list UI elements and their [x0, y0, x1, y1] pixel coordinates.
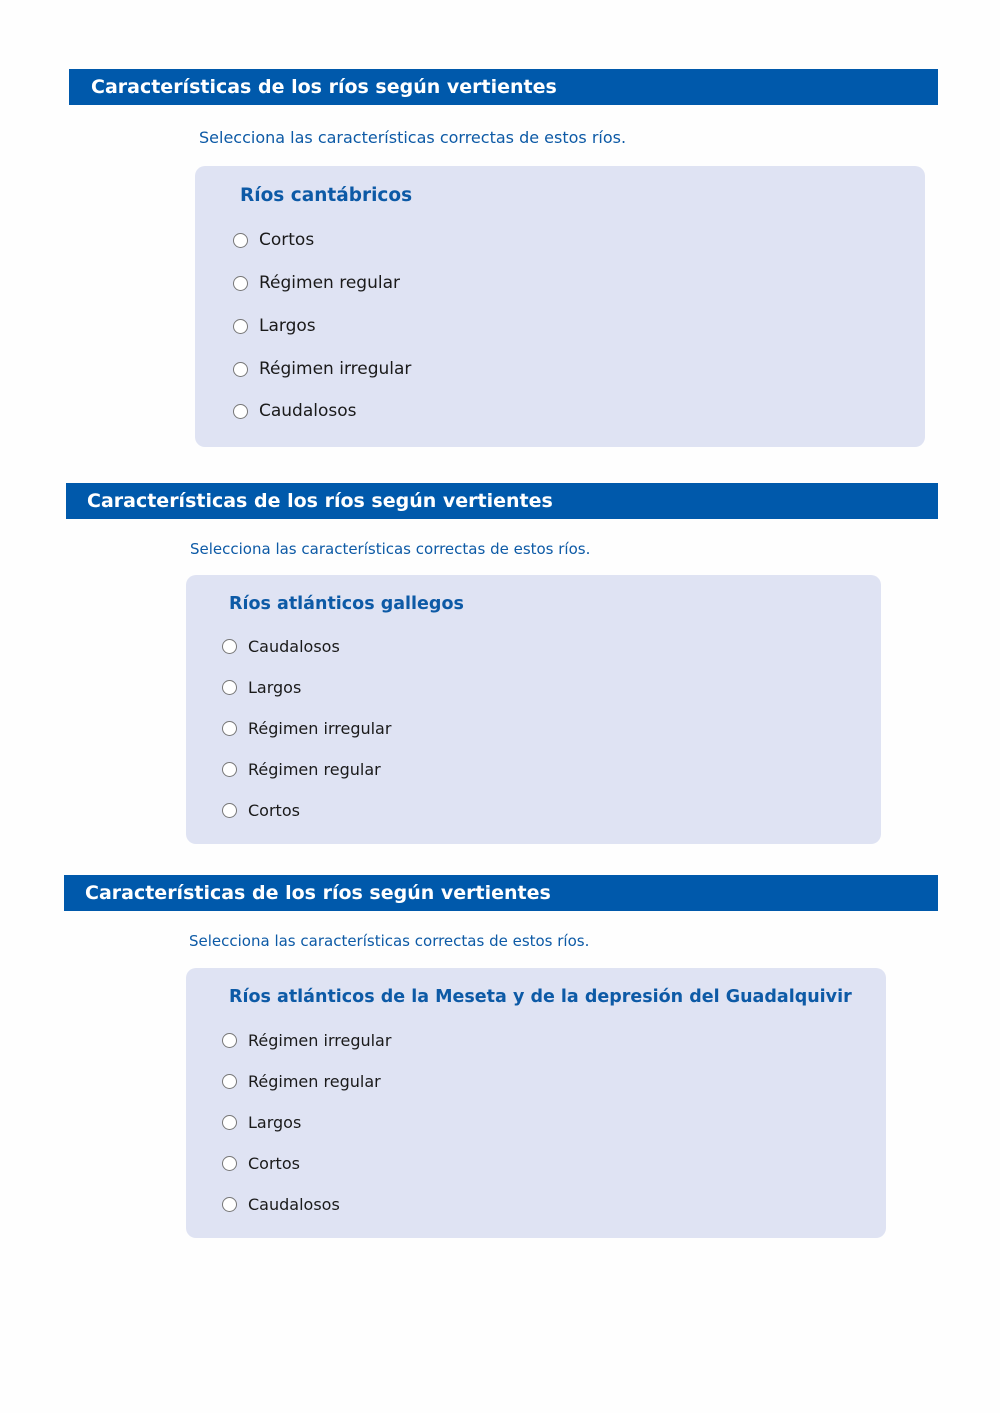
section-header-text: Características de los ríos según vertientes: [87, 490, 553, 512]
question-card: [186, 575, 881, 844]
radio-button[interactable]: [222, 1074, 237, 1089]
option-label: Largos: [259, 316, 316, 336]
option-caudalosos[interactable]: [222, 1192, 340, 1216]
section-header-text: Características de los ríos según vertientes: [85, 882, 551, 904]
radio-button[interactable]: [233, 319, 248, 334]
option-regimen-regular[interactable]: [222, 757, 381, 781]
section-header: [66, 483, 938, 519]
option-regimen-irregular[interactable]: [222, 716, 391, 740]
radio-button[interactable]: [222, 1156, 237, 1171]
option-label: Caudalosos: [259, 401, 357, 421]
option-label: Régimen regular: [248, 759, 381, 779]
option-label: Caudalosos: [248, 1194, 340, 1214]
option-label: Cortos: [259, 230, 315, 250]
radio-button[interactable]: [222, 721, 237, 736]
section-header: [69, 69, 938, 105]
option-regimen-regular[interactable]: [233, 271, 400, 295]
option-largos[interactable]: [222, 1110, 301, 1134]
radio-button[interactable]: [222, 1115, 237, 1130]
section-header-text: Características de los ríos según vertientes: [91, 76, 557, 98]
instruction-text: Selecciona las características correctas de estos ríos.: [199, 128, 627, 147]
instruction-text: Selecciona las características correctas de estos ríos.: [189, 932, 590, 950]
radio-button[interactable]: [222, 1033, 237, 1048]
option-label: Régimen irregular: [248, 718, 392, 738]
option-label: Cortos: [248, 1153, 300, 1173]
radio-button[interactable]: [222, 1197, 237, 1212]
radio-button[interactable]: [222, 762, 237, 777]
option-caudalosos[interactable]: [222, 634, 340, 658]
option-label: Régimen regular: [248, 1071, 381, 1091]
option-caudalosos[interactable]: [233, 399, 357, 423]
option-cortos[interactable]: [233, 228, 314, 252]
question-card: [195, 166, 925, 447]
option-cortos[interactable]: [222, 798, 300, 822]
option-label: Cortos: [248, 800, 300, 820]
question-card: [186, 968, 886, 1238]
question-title: Ríos atlánticos gallegos: [229, 594, 464, 614]
option-regimen-irregular[interactable]: [233, 357, 411, 381]
option-label: Régimen irregular: [248, 1030, 392, 1050]
radio-button[interactable]: [222, 639, 237, 654]
question-title: Ríos atlánticos de la Meseta y de la depresión del Guadalquivir: [229, 987, 852, 1007]
option-cortos[interactable]: [222, 1151, 300, 1175]
option-label: Caudalosos: [248, 636, 340, 656]
radio-button[interactable]: [222, 680, 237, 695]
option-largos[interactable]: [233, 314, 316, 338]
question-title: Ríos cantábricos: [240, 185, 413, 206]
option-regimen-irregular[interactable]: [222, 1028, 391, 1052]
option-label: Régimen irregular: [259, 359, 412, 379]
radio-button[interactable]: [233, 404, 248, 419]
radio-button[interactable]: [222, 803, 237, 818]
radio-button[interactable]: [233, 276, 248, 291]
instruction-text: Selecciona las características correctas de estos ríos.: [190, 540, 591, 558]
option-label: Régimen regular: [259, 273, 400, 293]
radio-button[interactable]: [233, 362, 248, 377]
option-label: Largos: [248, 677, 302, 697]
option-label: Largos: [248, 1112, 302, 1132]
section-header: [64, 875, 938, 911]
radio-button[interactable]: [233, 233, 248, 248]
option-largos[interactable]: [222, 675, 301, 699]
option-regimen-regular[interactable]: [222, 1069, 381, 1093]
